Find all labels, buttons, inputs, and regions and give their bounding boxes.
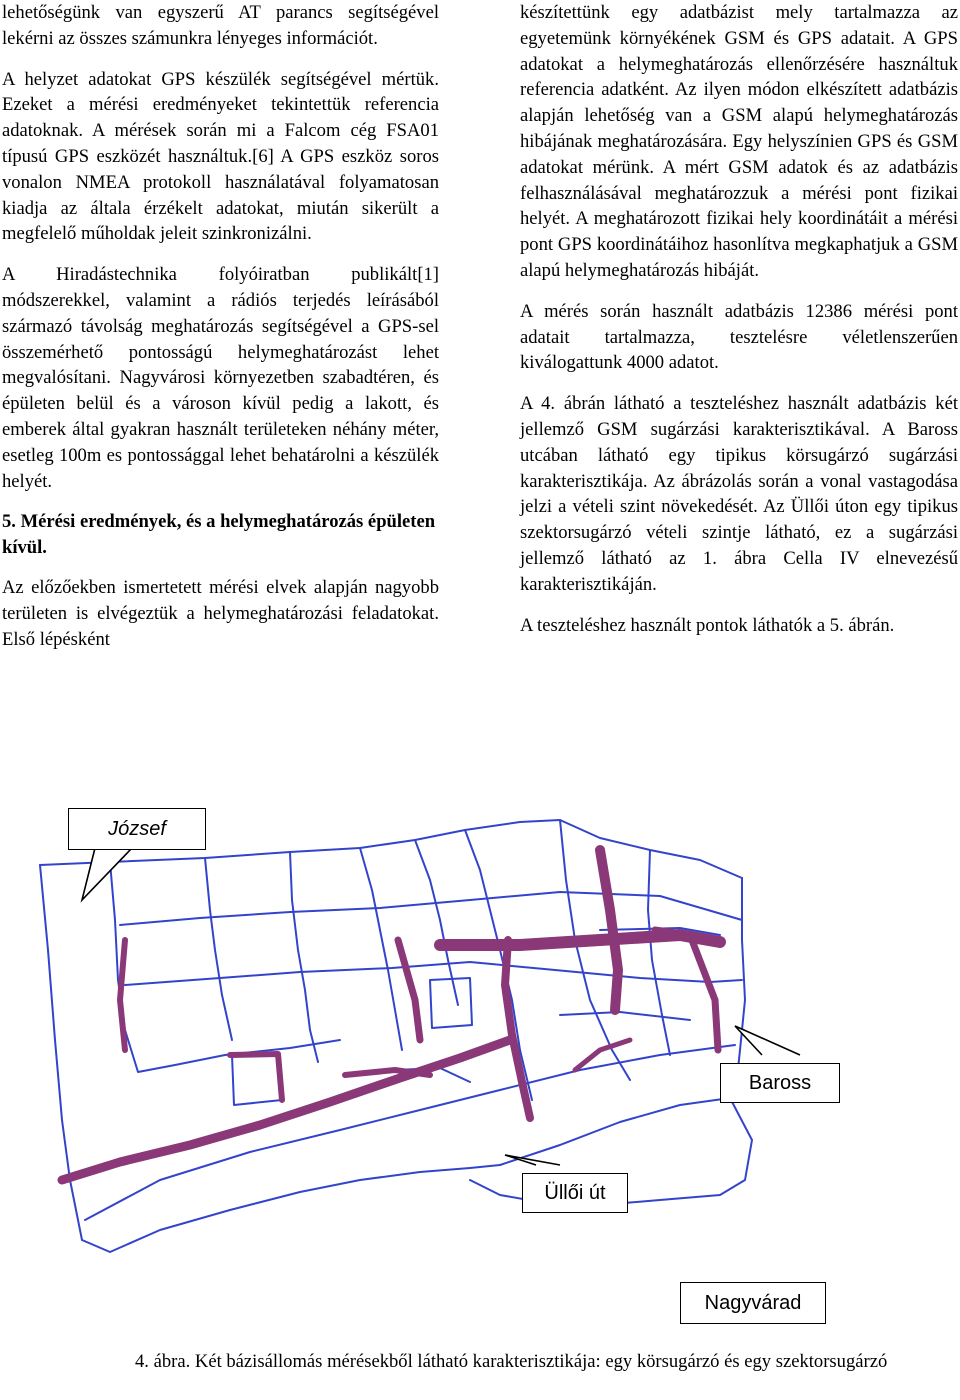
figure-caption: 4. ábra. Két bázisállomás mérésekből látható karakterisztikája: egy körsugárzó és egy szektorsugárzó [135,1351,888,1372]
callout-pointers [82,848,800,1165]
left-paragraph-2: A helyzet adatokat GPS készülék segítségével mértük. Ezeket a mérési eredményeket tekintettük referencia adatoknak. A mérések során mi a Falcom cég FSA01 típusú GPS eszközét használtuk.[6] A GPS eszköz soros vonalon NMEA protokoll használatával folyamatosan kiadja az általa érzékelt adatokat, miután sikerült a megfelelő műholdak jeleit szinkronizálni. [2,68,439,245]
right-column [520,0,958,653]
callout-jozsef: József [68,808,206,850]
right-paragraph-3: A 4. ábrán látható a teszteléshez használt adatbázis két jellemző GSM sugárzási karakterisztikával. A Baross utcában látható egy tipikus körsugárzó sugárzási karakterisztikája. Az ábrázolás során a vonal vastagodása jelzi a vételi szint növekedését. Az Üllői úton egy tipikus szektorsugárzó vételi szintje látható, ez a sugárzási jellemző látható az 1. ábra Cella IV elnevezésű karakterisztikáján. [520,393,958,595]
signal-baross-8 [120,940,125,1050]
pointer-baross [735,1026,800,1055]
route-block-1 [430,978,472,1028]
route-inner-4 [360,848,402,1050]
route-cross-4 [648,850,670,1055]
left-paragraph-3: A Hiradástechnika folyóiratban publikált[1] módszerekkel, valamint a rádiós terjedés leírásából származó távolság meghatározás segítségével a GPS-sel összemérhető pontosságú helymeghatározást lehet megvalósítani. Nagyvárosi környezetben szabadtéren, és épületen belül és a városon kívül pedig a lakott, és emberek által gyakran használt területeken néhány méter, esetleg 100m es pontossággal lehet behatárolni a készülék helyét. [2,264,439,492]
signal-baross-6 [230,1054,282,1100]
figure-4 [0,800,960,1340]
right-paragraph-4: A teszteléshez használt pontok láthatók a 5. ábrán. [520,614,895,636]
callout-ulloi: Üllői út [522,1173,628,1213]
signal-lines [62,850,720,1180]
section-heading: 5. Mérési eredmények, és a helymeghatározás épületen kívül. [2,511,436,559]
left-column [2,0,439,667]
left-paragraph-4: Az előzőekben ismertetett mérési elvek alapján nagyobb területen is elvégeztük a helymeghatározási feladatokat. Első lépésként [2,576,439,650]
left-paragraph-1: lehetőségünk van egyszerű AT parancs segítségével lekérni az összes számunkra lényeges információt. [2,2,439,49]
right-paragraph-1: készítettünk egy adatbázist mely tartalmazza az egyetemünk környékének GSM és GPS adatait. A GPS adatokat a helymeghatározás ellenőrzésére használtuk referencia adatként. Az ilyen módon elkészített adatbázis alapján lehetőség van a GSM alapú helymeghatározás hibájának meghatározására. Egy helyszínien GPS és GSM adatokat mérünk. A mért GSM adatok és az adatbázis felhasználásával meghatározzuk a mérési pont fizikai helyét. A meghatározott fizikai hely koordinátáit a mérési pont GPS koordinátáihoz hasonlítva megkaphatjuk a GSM alapú helymeghatározás hibáját. [520,2,958,281]
route-west-edge [40,865,500,1252]
route-inner-2 [205,858,232,1040]
signal-baross-4 [398,940,420,1040]
route-inner-1 [110,862,340,1072]
callout-baross: Baross [720,1063,840,1103]
signal-ulloi-sector [62,1040,510,1180]
route-inner-3 [290,852,318,1062]
right-paragraph-2: A mérés során használt adatbázis 12386 mérési pont adatait tartalmazza, tesztelésre véletlenszerűen kiválogattunk 4000 adatot. [520,300,958,374]
route-short-2 [560,1012,690,1020]
callout-nagyvarad: Nagyvárad [680,1282,826,1324]
pointer-jozsef [82,848,132,900]
route-lines [40,820,752,1252]
route-block-2 [232,1055,282,1105]
signal-baross-7 [345,1070,430,1075]
